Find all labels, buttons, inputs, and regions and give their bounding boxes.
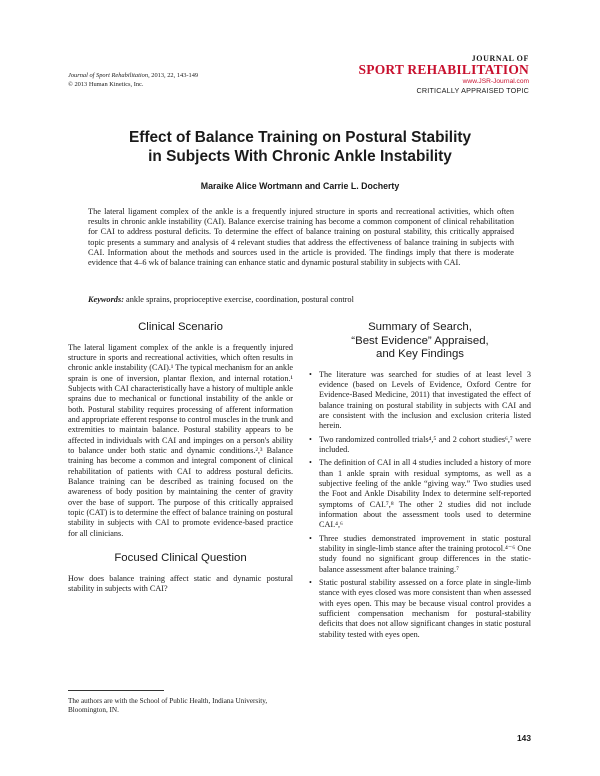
bullet-text: Three studies demonstrated improvement in static postural stability in single-limb stance after the training protocol.⁴⁻⁶ One study found no significant group differences in the static-balance assessment after balance training.⁷ xyxy=(319,533,531,574)
list-item xyxy=(309,370,531,432)
bullet-text: The literature was searched for studies of at least level 3 evidence (based on Levels of Evidence, Oxford Centre for Evidence-Based Medicine, 2011) that investigated the effect of balance training on postural stability in subjects with CAI and are consistent with the inclusion and exclusion criteria listed herein. xyxy=(319,369,531,431)
list-item xyxy=(309,578,531,640)
masthead-journal-of: JOURNAL OF xyxy=(471,54,529,63)
list-item xyxy=(309,458,531,530)
journal-citation-line xyxy=(68,72,198,81)
focused-question-heading: Focused Clinical Question xyxy=(114,552,247,565)
list-item xyxy=(309,435,531,456)
right-column xyxy=(309,321,531,643)
summary-heading-line-2: “Best Evidence” Appraised, xyxy=(351,334,489,347)
keywords-label: Keywords: xyxy=(88,295,124,304)
clinical-scenario-heading: Clinical Scenario xyxy=(138,321,223,333)
article-title xyxy=(60,128,540,166)
abstract: The lateral ligament complex of the ankle is a frequently injured structure in sports and recreational activities, which often results in chronic ankle instability (CAI). Balance exercise training has become a common component of clinical rehabilitation for CAI to address postural deficits. To determine the effect of balance training on postural stability, this critically appraised topic presents a summary and analysis of 4 relevant studies that address the effectiveness of balance training in subjects with CAI. Information about the methods and sources used in the article is provided. The findings imply that there is moderate evidence that 4–6 wk of balance training can enhance static and dynamic postural stability in subjects with CAI. xyxy=(88,207,514,268)
title-line-1: Effect of Balance Training on Postural Stability xyxy=(128,129,472,146)
bullet-text: The definition of CAI in all 4 studies included a history of more than 1 ankle sprain with residual symptoms, as well as a subjective feeling of the ankle “giving way.” Two studies used the Foot and Ankle Disability Index to determine self-reported symptoms of CAI.⁷,⁸ The other 2 studies did not include information about the assessment tools used to determine CAI.⁴,⁶ xyxy=(319,458,531,530)
bullet-icon: • xyxy=(309,533,312,543)
bullet-icon: • xyxy=(309,434,312,444)
summary-bullet-list xyxy=(309,370,531,641)
title-line-2: in Subjects With Chronic Ankle Instability xyxy=(148,148,452,165)
masthead-url: www.JSR-Journal.com xyxy=(462,78,529,85)
journal-citation-block xyxy=(68,72,198,89)
journal-name: Journal of Sport Rehabilitation xyxy=(68,72,149,79)
summary-heading-line-3: and Key Findings xyxy=(375,348,465,360)
masthead-journal-title: SPORT REHABILITATION xyxy=(358,62,529,77)
journal-masthead xyxy=(359,54,529,95)
author-affiliation-footnote: The authors are with the School of Public Health, Indiana University, Bloomington, IN. xyxy=(68,697,268,714)
list-item xyxy=(309,534,531,575)
bullet-text: Two randomized controlled trials⁴,⁵ and 2 cohort studies⁶,⁷ were included. xyxy=(319,434,531,454)
bullet-icon: • xyxy=(309,578,312,588)
journal-volume: , 2013, 22, 143-149 xyxy=(148,72,199,79)
keywords xyxy=(88,295,514,305)
summary-heading xyxy=(309,321,531,362)
bullet-icon: • xyxy=(309,369,312,379)
summary-heading-line-1: Summary of Search, xyxy=(368,321,472,333)
copyright-line: © 2013 Human Kinetics, Inc. xyxy=(68,80,144,88)
keywords-list: ankle sprains, proprioceptive exercise, coordination, postural control xyxy=(123,295,354,304)
bullet-text: Static postural stability assessed on a force plate in single-limb stance with eyes closed was more consistent than when assessed with eyes open. This may be because visual control provides a sufficient compensation mechanism for postural-stability deficits that does not allow significant changes in static postural stability tested with eyes open. xyxy=(319,578,531,639)
footnote-divider xyxy=(68,690,164,691)
page-number: 143 xyxy=(517,733,531,743)
focused-question-text: How does balance training affect static and dynamic postural stability in subjects with CAI? xyxy=(68,573,293,593)
bullet-icon: • xyxy=(309,458,312,468)
left-column xyxy=(68,321,293,594)
article-type: CRITICALLY APPRAISED TOPIC xyxy=(416,86,529,95)
clinical-scenario-text: The lateral ligament complex of the ankle is a frequently injured structure in sports and recreational activities, which often results in chronic ankle instability (CAI).¹ The typical mechanism for an ankle sprain is one of inversion, plantar flexion, and internal rotation.¹ Subjects with CAI characteristically have a history of multiple ankle sprains due to mechanical or functional instability of the ankle or both. Postural stability requires processing of afferent information and appropriate efferent response to control muscles in the trunk and extremities to maintain balance. Postural stability appears to be affected in individuals with CAI and impinges on a person's ability to balance under both static and dynamic conditions.²,³ Balance training has become a common and integral component of clinical rehabilitation of patients with CAI to address postural deficits. Balance training can be described as training focused on the awareness of body position by maintaining the center of gravity over the base of support. The purpose of this critically appraised topic (CAT) is to determine the effect of balance training on postural stability in subjects with CAI to promote evidence-based practice for all clinicians. xyxy=(68,342,293,538)
article-authors: Maraike Alice Wortmann and Carrie L. Docherty xyxy=(200,181,400,191)
